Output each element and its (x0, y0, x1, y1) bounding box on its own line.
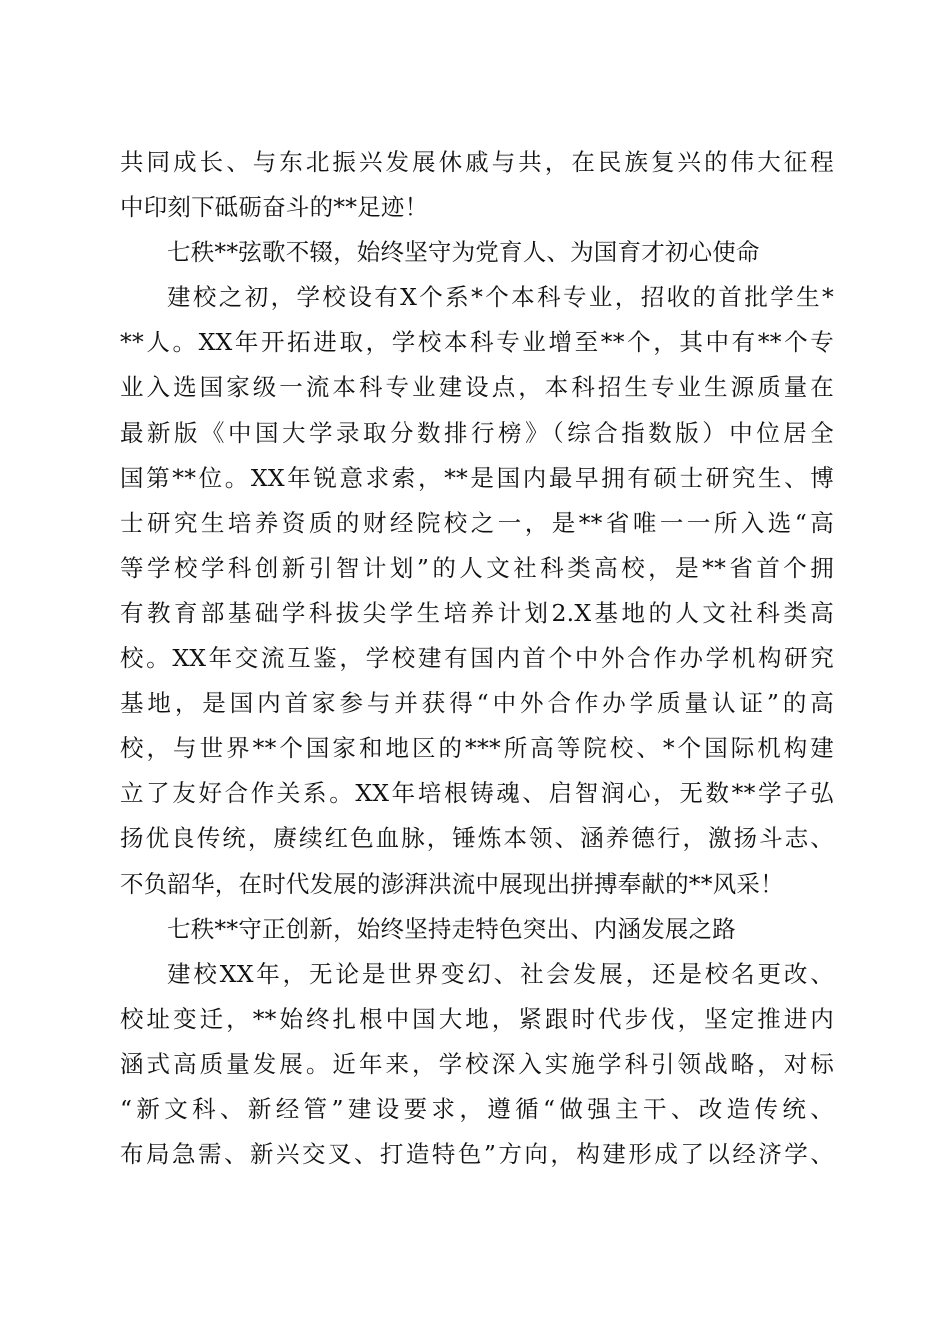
text-line-17: 不负韶华，在时代发展的澎湃洪流中展现出拼搏奉献的**风采！ (120, 869, 784, 898)
document-body (120, 140, 834, 1177)
text-line-12: 校。XX年交流互鉴，学校建有国内首个中外合作办学机构研究 (120, 644, 834, 673)
text-line-11: 有教育部基础学科拔尖学生培养计划2.X基地的人文社科类高 (120, 598, 834, 627)
text-line-9: 士研究生培养资质的财经院校之一，是**省唯一一所入选“高 (120, 508, 834, 537)
text-line-7: 最新版《中国大学录取分数排行榜》（综合指数版）中位居全 (120, 418, 834, 447)
text-line-6: 业入选国家级一流本科专业建设点，本科招生专业生源质量在 (120, 373, 834, 402)
text-line-1: 共同成长、与东北振兴发展休戚与共，在民族复兴的伟大征程 (120, 148, 834, 176)
text-line-22: “新文科、新经管”建设要求，遵循“做强主干、改造传统、 (120, 1094, 834, 1123)
text-line-21: 涵式高质量发展。近年来，学校深入实施学科引领战略，对标 (120, 1049, 834, 1078)
text-line-2: 中印刻下砥砺奋斗的**足迹！ (120, 193, 429, 222)
text-line-15: 立了友好合作关系。XX年培根铸魂、启智润心，无数**学子弘 (120, 779, 834, 808)
text-line-16: 扬优良传统，赓续红色血脉，锤炼本领、涵养德行，激扬斗志、 (120, 824, 834, 853)
text-line-8: 国第**位。XX年锐意求索，**是国内最早拥有硕士研究生、博 (120, 463, 834, 492)
section-heading-2: 七秩**守正创新，始终坚持走特色突出、内涵发展之路 (167, 914, 736, 943)
text-line-10: 等学校学科创新引智计划”的人文社科类高校，是**省首个拥 (120, 553, 834, 582)
section-heading-1: 七秩**弦歌不辍，始终坚守为党育人、为国育才初心使命 (167, 238, 760, 267)
text-line-14: 校，与世界**个国家和地区的***所高等院校、*个国际机构建 (120, 734, 834, 763)
text-line-5: **人。XX年开拓进取，学校本科专业增至**个，其中有**个专 (120, 328, 834, 357)
text-line-19: 建校XX年，无论是世界变幻、社会发展，还是校名更改、 (167, 959, 834, 988)
text-line-23: 布局急需、新兴交叉、打造特色”方向，构建形成了以经济学、 (120, 1140, 834, 1169)
text-line-20: 校址变迁，**始终扎根中国大地，紧跟时代步伐，坚定推进内 (120, 1004, 834, 1033)
text-line-4: 建校之初，学校设有X个系*个本科专业，招收的首批学生* (167, 283, 834, 312)
text-line-13: 基地，是国内首家参与并获得“中外合作办学质量认证”的高 (120, 689, 834, 718)
